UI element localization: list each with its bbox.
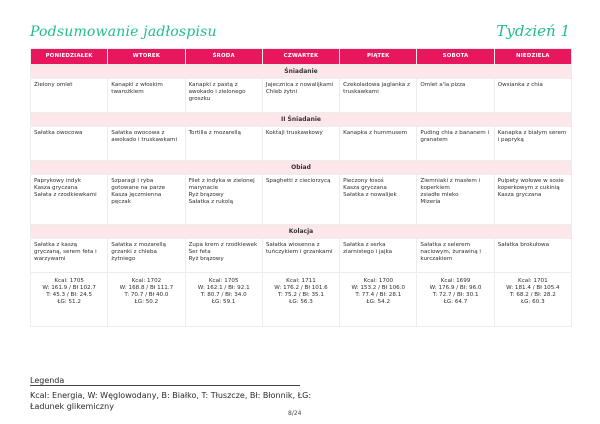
meal-cell (31, 127, 108, 161)
meal-cell (108, 175, 185, 225)
legend-text: Kcal: Energia, W: Węglowodany, B: Białko, T: Tłuszcze, Bł: Błonnik, ŁG: Ładunek glikemiczny (30, 391, 312, 411)
legend-title: Legenda (30, 376, 65, 385)
dish-name: Kanapki z włoskim twarożkiem (111, 82, 163, 95)
section-row-second-breakfast (31, 113, 572, 127)
dish-name: Sałatka z mozarellą grzanki z chleba żytniego (111, 242, 166, 262)
week-label: Tydzień 1 (496, 22, 570, 40)
daily-totals-cell (185, 273, 262, 327)
dish-name: Kasza jęczmienna pęczak (111, 192, 162, 205)
dish-name: Omlet a'la pizza (420, 82, 466, 88)
dish-name: Filet z indyka w zielonej marynacie (188, 178, 255, 191)
nutrient-total: W: 176.2 / Bł 101.6 (274, 285, 328, 291)
meal-cell (417, 239, 494, 273)
meal-cell (31, 175, 108, 225)
dish-name: Chleb żytni (265, 89, 298, 95)
daily-totals-cell (417, 273, 494, 327)
meal-cell (108, 79, 185, 113)
day-header-tuesday: WTOREK (108, 49, 185, 65)
day-header-saturday: SOBOTA (417, 49, 494, 65)
dish-name: Zielony omlet (34, 82, 73, 88)
meal-cell (340, 79, 417, 113)
meal-plan-table (30, 48, 572, 327)
meal-cell (417, 79, 494, 113)
meal-cell (417, 127, 494, 161)
section-row-dinner (31, 225, 572, 239)
nutrient-total: ŁG: 60.3 (521, 299, 545, 305)
meal-cell (185, 79, 262, 113)
meal-cell (417, 175, 494, 225)
nutrient-total: ŁG: 56.3 (289, 299, 313, 305)
day-header-friday: PIĄTEK (340, 49, 417, 65)
section-label-breakfast: Śniadanie (31, 65, 572, 79)
day-header-thursday: CZWARTEK (262, 49, 339, 65)
dish-name: Sałatka owocowa z awokado i truskawkami (111, 130, 178, 143)
nutrient-total: Kcal: 1702 (131, 278, 162, 284)
nutrient-total: T: 68.2 / Bł: 28.2 (509, 292, 556, 298)
nutrient-total: ŁG: 51.2 (57, 299, 81, 305)
dish-name: Pieczony łosoś (343, 178, 384, 184)
meal-cell (340, 175, 417, 225)
section-label-second-breakfast: II Śniadanie (31, 113, 572, 127)
nutrient-total: ŁG: 59.1 (211, 299, 236, 305)
dish-name: Sałatka z kaszą gryczaną, serem feta i warzywami (34, 242, 97, 262)
meal-row-breakfast (31, 79, 572, 113)
nutrient-total: W: 168.8 / Bł 111.7 (119, 285, 174, 291)
dish-name: Sałatka brokułowa (497, 242, 550, 248)
nutrient-total: W: 162.1 / Bł: 92.1 (197, 285, 250, 291)
dish-name: Kanapka z hummusem (343, 130, 408, 136)
nutrient-total: W: 181.4 / Bł 105.4 (506, 285, 560, 291)
nutrient-total: ŁG: 64.7 (443, 299, 468, 305)
meal-cell (494, 79, 571, 113)
nutrient-total: ŁG: 54.2 (366, 299, 391, 305)
dish-name: Zupa krem z rzodkiewek (188, 242, 258, 248)
dish-name: Puding chia z bananem i granatem (420, 130, 490, 143)
daily-totals-cell (108, 273, 185, 327)
dish-name: zsiadłe mleko (420, 192, 459, 198)
daily-totals-cell (494, 273, 571, 327)
nutrient-total: ŁG: 50.2 (134, 299, 159, 305)
meal-cell (185, 127, 262, 161)
day-header-row (31, 49, 572, 65)
dish-name: Kasza gryczana (497, 192, 542, 198)
dish-name: Owsianka z chia (497, 82, 543, 88)
nutrient-total: Kcal: 1705 (54, 278, 84, 284)
dish-name: Kanapka z białym serem i papryką (497, 130, 567, 143)
meal-row-lunch (31, 175, 572, 225)
dish-name: Jajecznica z nowalijkami (265, 82, 334, 88)
meal-cell (494, 175, 571, 225)
dish-name: Sałatka owocowa (34, 130, 83, 136)
dish-name: Mizeria (420, 199, 441, 205)
daily-totals-cell (340, 273, 417, 327)
dish-name: Ryż brązowy (188, 192, 224, 198)
dish-name: Spaghetti z cieciorzycą (265, 178, 331, 184)
summary-title: Podsumowanie jadłospisu (30, 24, 217, 40)
nutrient-total: Kcal: 1700 (363, 278, 394, 284)
dish-name: Ziemniaki z masłem i koperkiem (420, 178, 481, 191)
dish-name: Szparagi i ryba gotowane na parze (111, 178, 166, 191)
totals-row (31, 273, 572, 327)
dish-name: Sałatka z selerem naciowym, żurawiną i kurczakiem (420, 242, 481, 262)
day-header-monday: PONIEDZIAŁEK (31, 49, 108, 65)
daily-totals-cell (31, 273, 108, 327)
nutrient-total: T: 77.4 / Bł: 28.1 (355, 292, 402, 298)
dish-name: Ryż brązowy (188, 256, 224, 262)
nutrient-total: T: 72.7 / Bł: 30.1 (432, 292, 479, 298)
meal-row-dinner (31, 239, 572, 273)
meal-cell (262, 79, 339, 113)
dish-name: Sałatka z nowalijek (343, 192, 397, 198)
nutrient-total: Kcal: 1705 (208, 278, 239, 284)
dish-name: Kanapki z pastą z awokado i zielonego groszku (188, 82, 246, 102)
nutrient-total: Kcal: 1701 (518, 278, 548, 284)
meal-cell (31, 239, 108, 273)
section-row-breakfast (31, 65, 572, 79)
dish-name: Czekoladowa jaglanka z truskawkami (343, 82, 410, 95)
meal-cell (340, 239, 417, 273)
meal-cell (262, 239, 339, 273)
legend-divider (30, 385, 300, 386)
nutrient-total: W: 161.9 / Bł 102.7 (42, 285, 96, 291)
meal-cell (108, 239, 185, 273)
nutrient-total: T: 80.7 / Bł: 34.0 (200, 292, 247, 298)
section-label-dinner: Kolacja (31, 225, 572, 239)
meal-cell (340, 127, 417, 161)
dish-name: Ser feta (188, 249, 211, 255)
nutrient-total: T: 75.2 / Bł: 35.1 (278, 292, 324, 298)
dish-name: Kasza gryczana (343, 185, 387, 191)
meal-cell (185, 239, 262, 273)
meal-cell (262, 127, 339, 161)
meal-cell (494, 239, 571, 273)
nutrient-total: W: 176.9 / Bł: 96.0 (429, 285, 482, 291)
dish-name: Sałatka z rukolą (188, 199, 234, 205)
nutrient-total: Kcal: 1699 (440, 278, 471, 284)
meal-cell (108, 127, 185, 161)
nutrient-total: T: 45.3 / Bł: 24.5 (46, 292, 93, 298)
section-row-lunch (31, 161, 572, 175)
dish-name: Tortilla z mozarellą (188, 130, 241, 136)
nutrient-total: T: 70.7 / Bł 40.0 (124, 292, 169, 298)
daily-totals-cell (262, 273, 339, 327)
dish-name: Pulpety wołowe w sosie koperkowym z cukinią (497, 178, 564, 191)
day-header-wednesday: ŚRODA (185, 49, 262, 65)
dish-name: Paprykowy indyk (34, 178, 82, 184)
meal-row-second-breakfast (31, 127, 572, 161)
page-number: 8/24 (288, 410, 302, 417)
meal-cell (494, 127, 571, 161)
meal-cell (185, 175, 262, 225)
nutrient-total: W: 153.2 / Bł 106.0 (351, 285, 406, 291)
meal-cell (262, 175, 339, 225)
dish-name: Sałatka z serka ziarnistego i jajka (343, 242, 393, 255)
dish-name: Kasza gryczana (34, 185, 78, 191)
dish-name: Koktajl truskawkowy (265, 130, 323, 136)
dish-name: Sałata z rzodkiewkami (34, 192, 97, 198)
dish-name: Sałatka wiosenna z tuńczykiem i grzankami (265, 242, 333, 255)
day-header-sunday: NIEDZIELA (494, 49, 571, 65)
meal-cell (31, 79, 108, 113)
section-label-lunch: Obiad (31, 161, 572, 175)
nutrient-total: Kcal: 1711 (286, 278, 316, 284)
